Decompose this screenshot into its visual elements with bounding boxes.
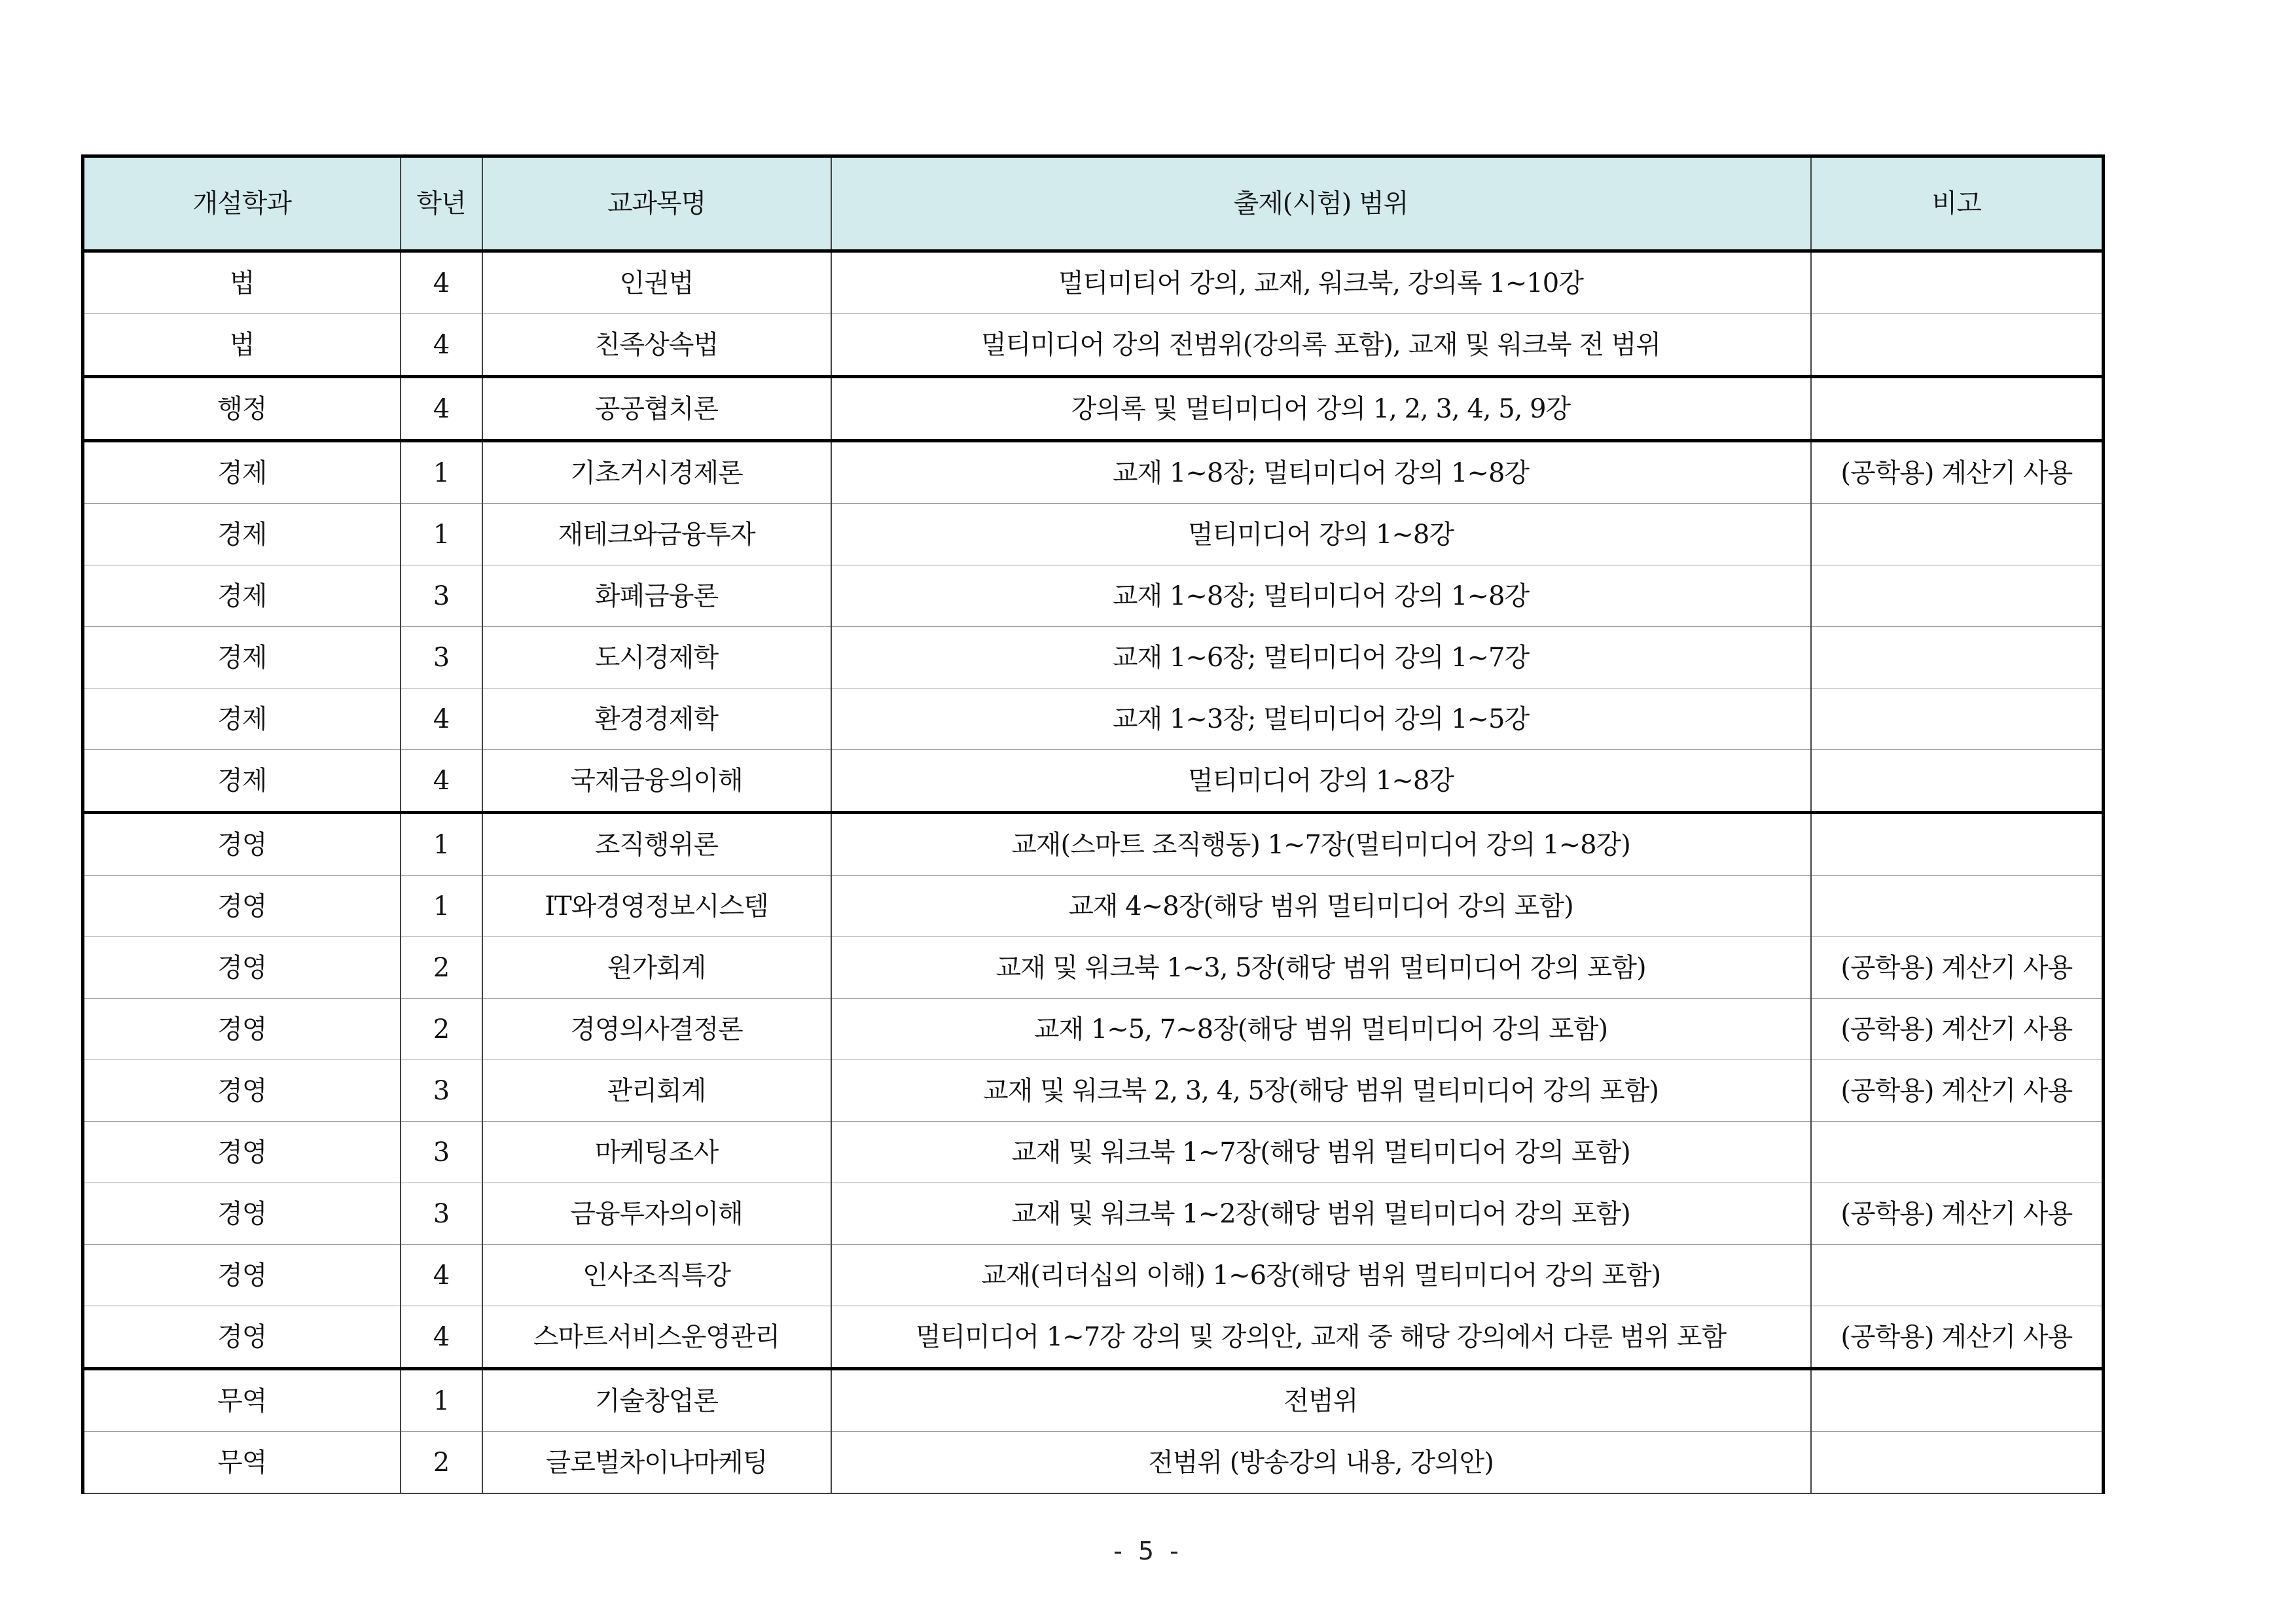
cell-note: (공학용) 계산기 사용	[1811, 999, 2104, 1060]
cell-year: 4	[401, 251, 482, 314]
cell-range: 교재 1~5, 7~8장(해당 범위 멀티미디어 강의 포함)	[831, 999, 1811, 1060]
header-note: 비고	[1811, 156, 2104, 251]
table-row	[83, 750, 2104, 813]
table-row	[83, 876, 2104, 937]
cell-course: 기초거시경제론	[482, 441, 831, 504]
cell-note	[1811, 314, 2104, 377]
cell-note	[1811, 251, 2104, 314]
cell-range: 멀티미디어 강의 전범위(강의록 포함), 교재 및 워크북 전 범위	[831, 314, 1811, 377]
table-row	[83, 565, 2104, 627]
cell-year: 2	[401, 937, 482, 999]
cell-year: 3	[401, 1183, 482, 1245]
cell-course: 국제금융의이해	[482, 750, 831, 813]
header-row	[83, 156, 2104, 251]
cell-year: 3	[401, 1060, 482, 1122]
cell-range: 전범위 (방송강의 내용, 강의안)	[831, 1432, 1811, 1494]
cell-range: 멀티미디어 강의 1~8강	[831, 504, 1811, 565]
cell-course: 기술창업론	[482, 1369, 831, 1432]
table-row	[83, 377, 2104, 441]
cell-range: 교재 1~8장; 멀티미디어 강의 1~8강	[831, 565, 1811, 627]
table-row	[83, 1432, 2104, 1494]
table-header	[83, 156, 2104, 251]
cell-course: 인사조직특강	[482, 1245, 831, 1306]
cell-year: 1	[401, 441, 482, 504]
cell-course: 친족상속법	[482, 314, 831, 377]
cell-department: 경영	[83, 937, 401, 999]
table-row	[83, 1369, 2104, 1432]
cell-course: 재테크와금융투자	[482, 504, 831, 565]
cell-course: 인권법	[482, 251, 831, 314]
cell-course: 관리회계	[482, 1060, 831, 1122]
cell-year: 2	[401, 999, 482, 1060]
cell-range: 멀티미티어 강의, 교재, 워크북, 강의록 1~10강	[831, 251, 1811, 314]
header-range: 출제(시험) 범위	[831, 156, 1811, 251]
cell-range: 멀티미디어 강의 1~8강	[831, 750, 1811, 813]
cell-year: 4	[401, 1245, 482, 1306]
cell-department: 경제	[83, 441, 401, 504]
cell-year: 1	[401, 876, 482, 937]
cell-year: 4	[401, 688, 482, 750]
cell-year: 4	[401, 1306, 482, 1369]
cell-year: 2	[401, 1432, 482, 1494]
cell-year: 4	[401, 750, 482, 813]
cell-note	[1811, 1432, 2104, 1494]
table-row	[83, 627, 2104, 688]
cell-course: 마케팅조사	[482, 1122, 831, 1183]
cell-note: (공학용) 계산기 사용	[1811, 1060, 2104, 1122]
cell-department: 무역	[83, 1432, 401, 1494]
cell-range: 교재 4~8장(해당 범위 멀티미디어 강의 포함)	[831, 876, 1811, 937]
cell-year: 3	[401, 1122, 482, 1183]
page-number: - 5 -	[1113, 1537, 1183, 1565]
cell-department: 경영	[83, 813, 401, 876]
cell-range: 교재 및 워크북 1~2장(해당 범위 멀티미디어 강의 포함)	[831, 1183, 1811, 1245]
cell-range: 교재 1~6장; 멀티미디어 강의 1~7강	[831, 627, 1811, 688]
cell-department: 경영	[83, 1122, 401, 1183]
cell-note: (공학용) 계산기 사용	[1811, 937, 2104, 999]
cell-year: 4	[401, 314, 482, 377]
cell-year: 1	[401, 504, 482, 565]
cell-range: 교재(리더십의 이해) 1~6장(해당 범위 멀티미디어 강의 포함)	[831, 1245, 1811, 1306]
cell-range: 교재(스마트 조직행동) 1~7장(멀티미디어 강의 1~8강)	[831, 813, 1811, 876]
table-row	[83, 1245, 2104, 1306]
cell-note	[1811, 1122, 2104, 1183]
cell-range: 멀티미디어 1~7강 강의 및 강의안, 교재 중 해당 강의에서 다룬 범위 포함	[831, 1306, 1811, 1369]
cell-course: 환경경제학	[482, 688, 831, 750]
table-row	[83, 1306, 2104, 1369]
cell-department: 경영	[83, 999, 401, 1060]
cell-course: 금융투자의이해	[482, 1183, 831, 1245]
table-row	[83, 1122, 2104, 1183]
cell-department: 경제	[83, 627, 401, 688]
cell-range: 교재 및 워크북 2, 3, 4, 5장(해당 범위 멀티미디어 강의 포함)	[831, 1060, 1811, 1122]
table-body	[83, 251, 2104, 1494]
cell-department: 행정	[83, 377, 401, 441]
cell-year: 4	[401, 377, 482, 441]
cell-course: 도시경제학	[482, 627, 831, 688]
cell-range: 교재 1~8장; 멀티미디어 강의 1~8강	[831, 441, 1811, 504]
cell-note: (공학용) 계산기 사용	[1811, 441, 2104, 504]
table-row	[83, 1060, 2104, 1122]
cell-department: 무역	[83, 1369, 401, 1432]
cell-year: 3	[401, 565, 482, 627]
cell-note: (공학용) 계산기 사용	[1811, 1306, 2104, 1369]
table-row	[83, 1183, 2104, 1245]
cell-note	[1811, 377, 2104, 441]
cell-note: (공학용) 계산기 사용	[1811, 1183, 2104, 1245]
cell-year: 1	[401, 1369, 482, 1432]
cell-course: 화폐금융론	[482, 565, 831, 627]
table-row	[83, 441, 2104, 504]
table-row	[83, 937, 2104, 999]
cell-note	[1811, 1245, 2104, 1306]
cell-year: 3	[401, 627, 482, 688]
table-row	[83, 999, 2104, 1060]
cell-department: 경영	[83, 876, 401, 937]
exam-range-table	[81, 154, 2105, 1494]
cell-department: 경영	[83, 1306, 401, 1369]
cell-course: IT와경영정보시스템	[482, 876, 831, 937]
cell-department: 경제	[83, 688, 401, 750]
cell-note	[1811, 750, 2104, 813]
cell-note	[1811, 1369, 2104, 1432]
cell-note	[1811, 813, 2104, 876]
cell-range: 강의록 및 멀티미디어 강의 1, 2, 3, 4, 5, 9강	[831, 377, 1811, 441]
cell-range: 교재 및 워크북 1~7장(해당 범위 멀티미디어 강의 포함)	[831, 1122, 1811, 1183]
table-row	[83, 688, 2104, 750]
cell-department: 경영	[83, 1245, 401, 1306]
cell-department: 법	[83, 314, 401, 377]
header-course: 교과목명	[482, 156, 831, 251]
table-row	[83, 251, 2104, 314]
cell-course: 스마트서비스운영관리	[482, 1306, 831, 1369]
cell-range: 교재 1~3장; 멀티미디어 강의 1~5강	[831, 688, 1811, 750]
cell-note	[1811, 565, 2104, 627]
cell-note	[1811, 876, 2104, 937]
cell-note	[1811, 688, 2104, 750]
cell-note	[1811, 627, 2104, 688]
cell-department: 경영	[83, 1183, 401, 1245]
cell-range: 교재 및 워크북 1~3, 5장(해당 범위 멀티미디어 강의 포함)	[831, 937, 1811, 999]
header-department: 개설학과	[83, 156, 401, 251]
cell-department: 경제	[83, 504, 401, 565]
cell-course: 원가회계	[482, 937, 831, 999]
cell-range: 전범위	[831, 1369, 1811, 1432]
cell-department: 법	[83, 251, 401, 314]
cell-year: 1	[401, 813, 482, 876]
table-row	[83, 504, 2104, 565]
cell-course: 글로벌차이나마케팅	[482, 1432, 831, 1494]
header-year: 학년	[401, 156, 482, 251]
cell-department: 경제	[83, 565, 401, 627]
table-row	[83, 813, 2104, 876]
cell-department: 경제	[83, 750, 401, 813]
cell-department: 경영	[83, 1060, 401, 1122]
cell-course: 경영의사결정론	[482, 999, 831, 1060]
table-row	[83, 314, 2104, 377]
cell-course: 공공협치론	[482, 377, 831, 441]
cell-note	[1811, 504, 2104, 565]
cell-course: 조직행위론	[482, 813, 831, 876]
